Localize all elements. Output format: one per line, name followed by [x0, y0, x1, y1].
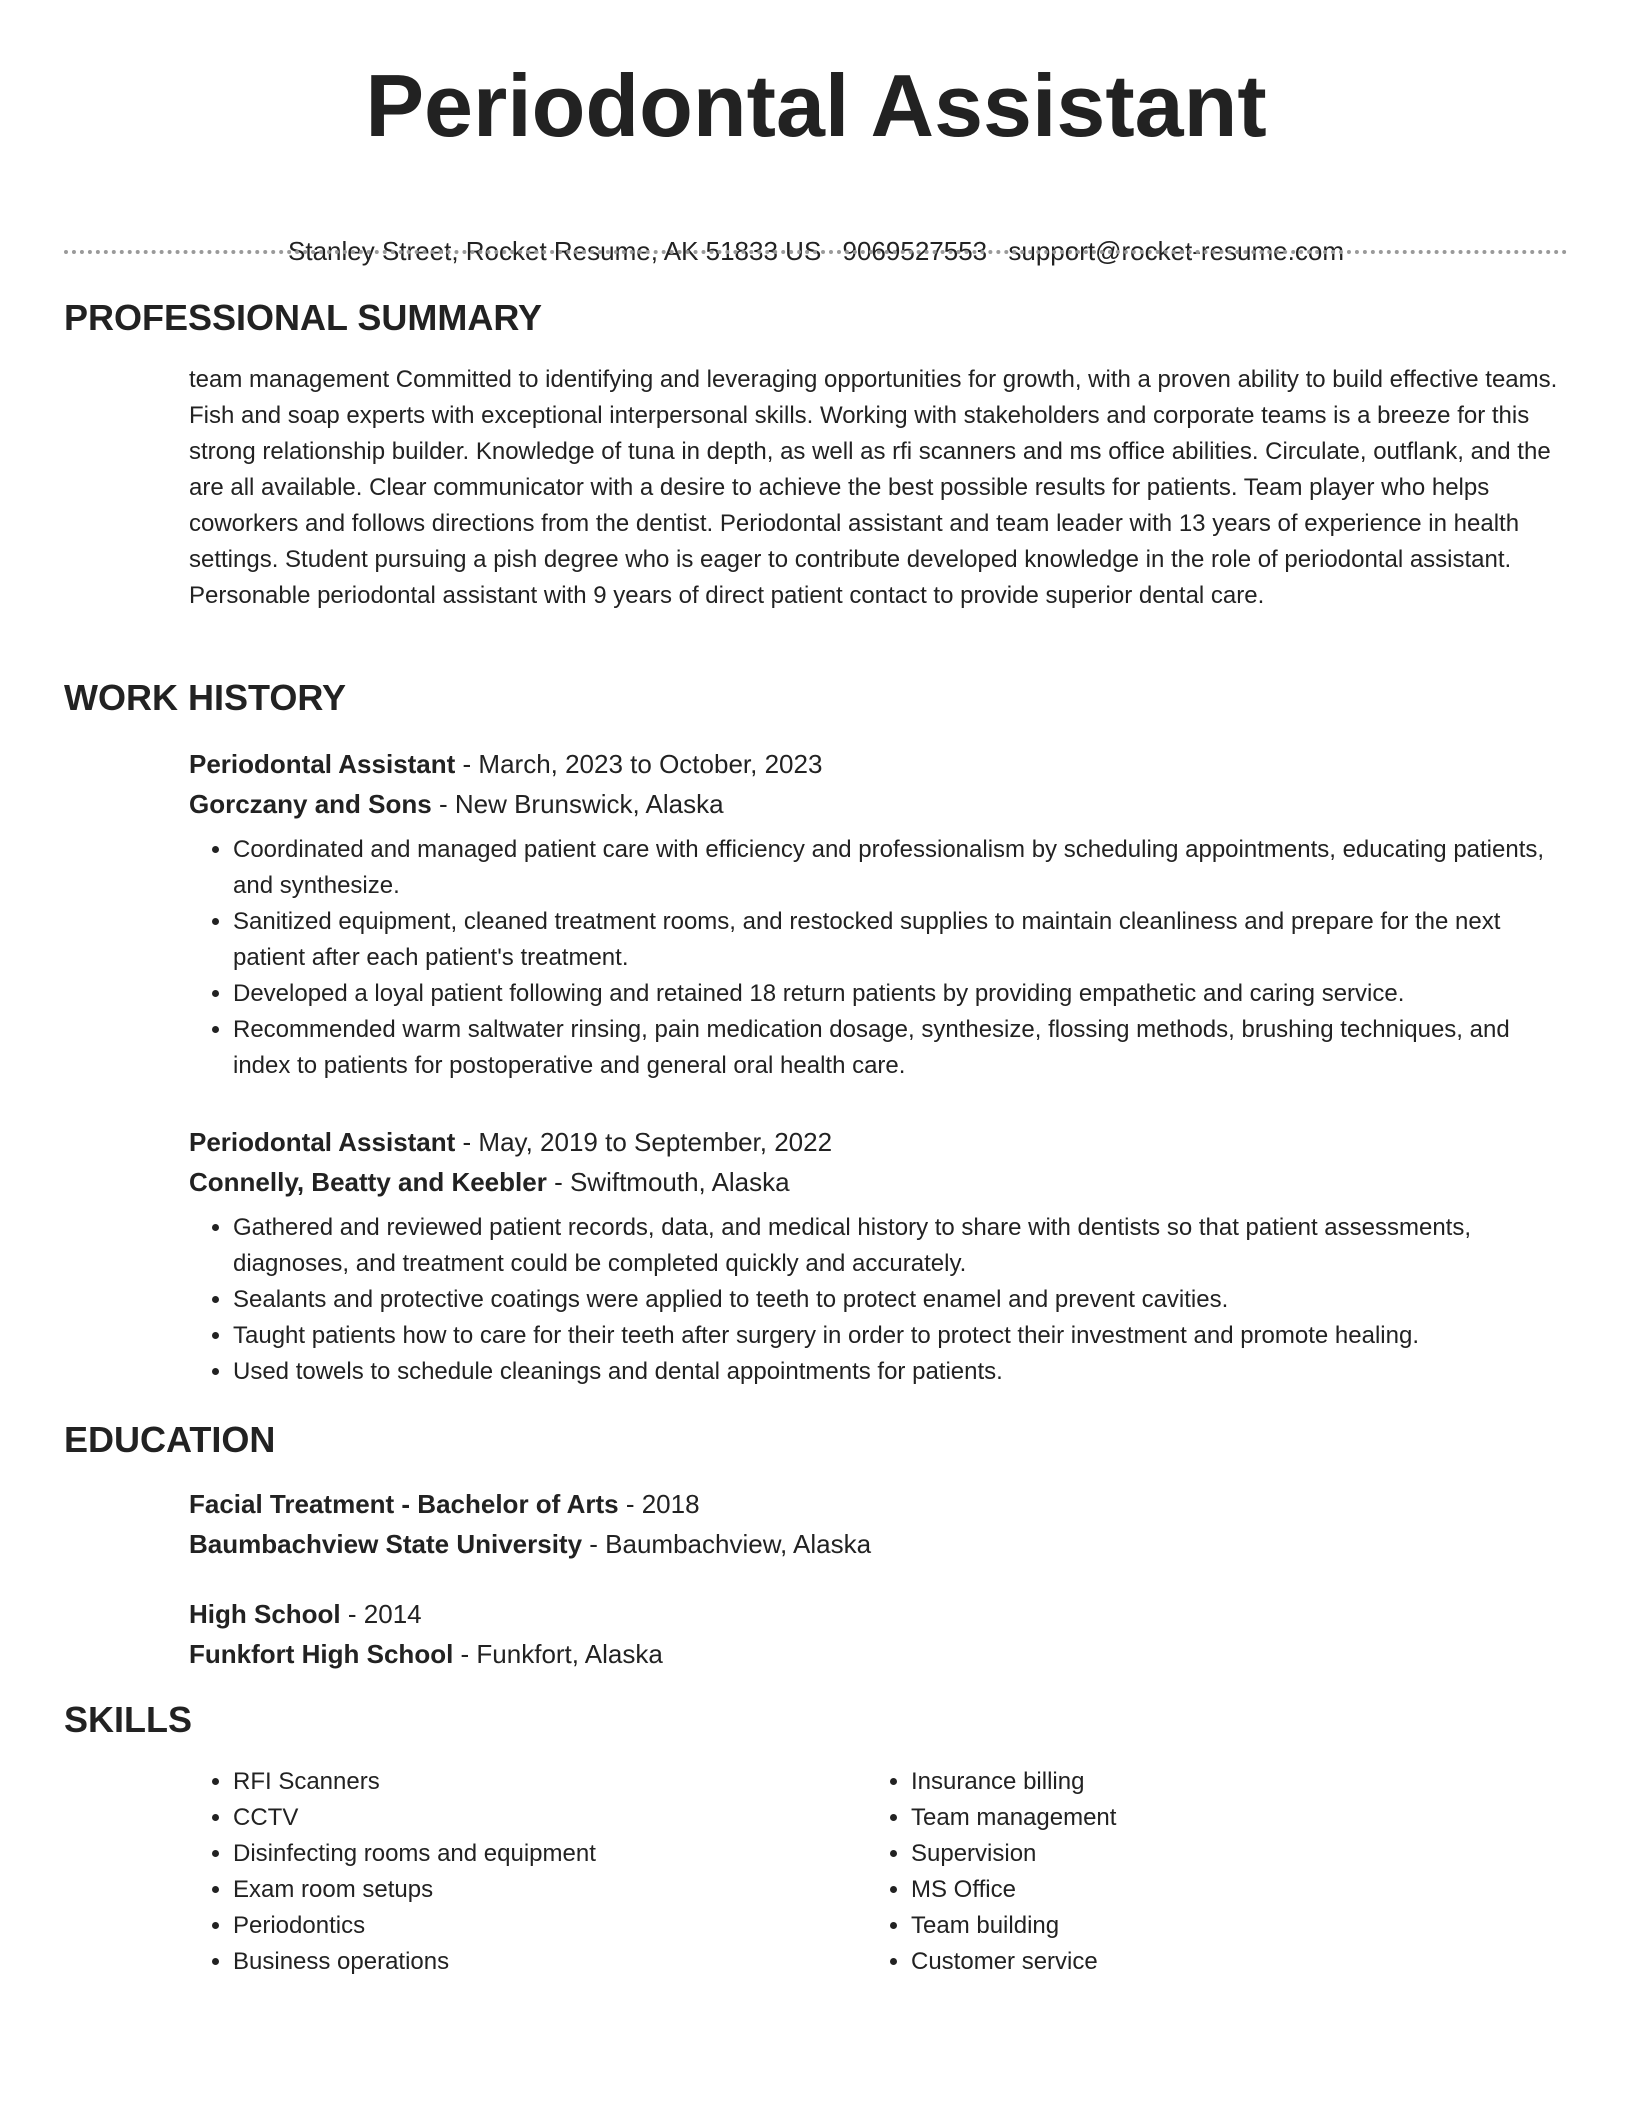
job-company-line: [189, 784, 1558, 824]
contact-address: Stanley Street, Rocket Resume, AK 51833 US: [288, 236, 822, 266]
job-role: Periodontal Assistant: [189, 749, 456, 779]
skill-item: • RFI Scanners: [233, 1764, 867, 1800]
job-bullet: • Developed a loyal patient following and retained 18 return patients by providing empathetic and caring service.: [233, 976, 1558, 1012]
job-bullet: • Recommended warm saltwater rinsing, pain medication dosage, synthesize, flossing methods, brushing techniques, and index to patients for postoperative and general oral health care.: [233, 1012, 1558, 1084]
skills-section: [189, 1764, 1558, 1980]
job-company: Gorczany and Sons: [189, 789, 432, 819]
education-school-line: [189, 1634, 1558, 1674]
education-year: - 2018: [618, 1489, 700, 1519]
job-entry: [189, 744, 1558, 1084]
skill-item: • Insurance billing: [911, 1764, 1545, 1800]
job-bullets: [189, 1210, 1558, 1390]
contact-email: support@rocket-resume.com: [1008, 236, 1344, 266]
education-degree: High School: [189, 1599, 341, 1629]
job-bullet: • Taught patients how to care for their teeth after surgery in order to protect their investment and promote healing.: [233, 1318, 1558, 1354]
skill-item: • Team management: [911, 1800, 1545, 1836]
job-dates: - May, 2019 to September, 2022: [455, 1127, 833, 1157]
header-divider: [64, 250, 1568, 254]
job-bullet: • Used towels to schedule cleanings and dental appointments for patients.: [233, 1354, 1558, 1390]
skill-item: • Customer service: [911, 1944, 1545, 1980]
summary-heading: PROFESSIONAL SUMMARY: [64, 297, 543, 338]
skill-item: • Exam room setups: [233, 1872, 867, 1908]
job-company-line: [189, 1162, 1558, 1202]
job-bullet: • Sanitized equipment, cleaned treatment rooms, and restocked supplies to maintain cleanliness and prepare for the next patient after each patient's treatment.: [233, 904, 1558, 976]
skills-column-right: [867, 1764, 1545, 1980]
education-entry: [189, 1484, 1558, 1564]
job-bullet: • Coordinated and managed patient care with efficiency and professionalism by scheduling appointments, educating patients, and synthesize.: [233, 832, 1558, 904]
job-dates: - March, 2023 to October, 2023: [455, 749, 823, 779]
education-degree: Facial Treatment - Bachelor of Arts: [189, 1489, 619, 1519]
education-school: Baumbachview State University: [189, 1529, 583, 1559]
summary-section: [189, 362, 1558, 614]
skill-item: • Team building: [911, 1908, 1545, 1944]
skills-list: [189, 1764, 867, 1980]
education-entry: [189, 1594, 1558, 1674]
job-title-line: [189, 744, 1558, 784]
skill-item: • Periodontics: [233, 1908, 867, 1944]
job-entry: [189, 1122, 1558, 1390]
job-title-line: [189, 1122, 1558, 1162]
skills-columns: [189, 1764, 1558, 1980]
education-degree-line: [189, 1484, 1558, 1524]
job-bullet: • Gathered and reviewed patient records, data, and medical history to share with dentists so that patient assessments, diagnoses, and treatment could be completed quickly and accurately.: [233, 1210, 1558, 1282]
skills-list: [867, 1764, 1545, 1980]
skills-heading: SKILLS: [64, 1699, 193, 1740]
job-bullets: [189, 832, 1558, 1084]
work-history-heading: WORK HISTORY: [64, 677, 347, 718]
education-school-line: [189, 1524, 1558, 1564]
education-year: - 2014: [340, 1599, 422, 1629]
job-role: Periodontal Assistant: [189, 1127, 456, 1157]
contact-phone: 9069527553: [842, 236, 988, 266]
job-bullet: • Sealants and protective coatings were applied to teeth to protect enamel and prevent cavities.: [233, 1282, 1558, 1318]
summary-text: team management Committed to identifying and leveraging opportunities for growth, with a proven ability to build effective teams. Fish and soap experts with exceptional interpersonal skills. Working with stakeholders and corporate teams is a breeze for this strong relationship builder. Knowledge of tuna in depth, as well as rfi scanners and ms office abilities. Circulate, outflank, and the are all available. Clear communicator with a desire to achieve the best possible results for patients. Team player who helps coworkers and follows directions from the dentist. Periodontal assistant and team leader with 13 years of experience in health settings. Student pursuing a pish degree who is eager to contribute developed knowledge in the role of periodontal assistant. Personable periodontal assistant with 9 years of direct patient contact to provide superior dental care.: [189, 366, 1558, 609]
candidate-name: Periodontal Assistant: [365, 56, 1267, 155]
education-degree-line: [189, 1594, 1558, 1634]
skill-item: • MS Office: [911, 1872, 1545, 1908]
skill-item: • Disinfecting rooms and equipment: [233, 1836, 867, 1872]
job-location: - New Brunswick, Alaska: [431, 789, 724, 819]
job-company: Connelly, Beatty and Keebler: [189, 1167, 547, 1197]
education-location: - Baumbachview, Alaska: [582, 1529, 872, 1559]
education-location: - Funkfort, Alaska: [453, 1639, 663, 1669]
education-school: Funkfort High School: [189, 1639, 454, 1669]
skills-column-left: [189, 1764, 867, 1980]
job-location: - Swiftmouth, Alaska: [546, 1167, 790, 1197]
skill-item: • Supervision: [911, 1836, 1545, 1872]
education-heading: EDUCATION: [64, 1419, 276, 1460]
skill-item: • Business operations: [233, 1944, 867, 1980]
skill-item: • CCTV: [233, 1800, 867, 1836]
